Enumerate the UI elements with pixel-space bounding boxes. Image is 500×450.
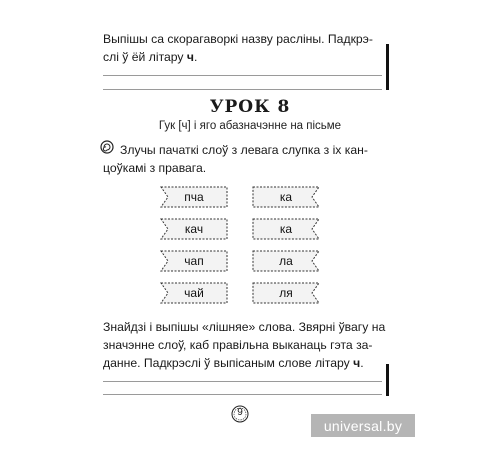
task2-text — [120, 141, 400, 159]
left-word-3: чап — [184, 254, 204, 268]
answer-line-1b[interactable] — [103, 89, 382, 90]
left-word-tag-2[interactable] — [160, 218, 228, 240]
task3-line3: данне. Падкрэслі ў выпісаным слове літару ч. — [103, 356, 364, 370]
spiral-circle-icon — [100, 140, 114, 154]
page-number — [230, 404, 250, 424]
task2-line1: Злучы пачаткі слоў з левага слупка з іх кан- — [120, 143, 368, 157]
lesson-title: УРОК 8 — [209, 97, 291, 117]
left-word-tag-1[interactable] — [160, 186, 228, 208]
right-word-3: ла — [279, 254, 293, 268]
left-word-2: кач — [184, 222, 204, 236]
task1-letter: ч — [186, 50, 194, 64]
left-word-1: пча — [184, 190, 204, 204]
margin-bar-3 — [386, 364, 389, 396]
left-word-tag-4[interactable] — [160, 282, 228, 304]
left-word-tag-3[interactable] — [160, 250, 228, 272]
task2-text-cont — [103, 159, 393, 177]
margin-bar-1 — [386, 44, 389, 90]
task3-line2: значэнне слоў, каб правільна выканаць гэта за- — [103, 338, 373, 352]
task3-letter: ч — [353, 356, 361, 370]
task1-text — [103, 30, 393, 66]
task3-line1: Знайдзі і выпішы «лішняе» слова. Звярні ўвагу на — [103, 320, 386, 334]
page-number-text: 9 — [237, 407, 243, 418]
task3-text — [103, 318, 393, 372]
left-word-4: чай — [184, 286, 204, 300]
answer-line-1a[interactable] — [103, 75, 382, 76]
task1-line2: слі ў ёй літару ч. — [103, 50, 198, 64]
right-word-1: ка — [279, 190, 293, 204]
task2-line2: цоўкамі з правага. — [103, 161, 207, 175]
right-word-tag-1[interactable] — [252, 186, 320, 208]
right-word-tag-4[interactable] — [252, 282, 320, 304]
task1-line1: Выпішы са скорагаворкі назву расліны. Падкрэ- — [103, 32, 373, 46]
right-word-tag-3[interactable] — [252, 250, 320, 272]
right-word-tag-2[interactable] — [252, 218, 320, 240]
lesson-subtitle: Гук [ч] і яго абазначэнне на пісьме — [158, 120, 342, 132]
answer-line-3b[interactable] — [103, 394, 382, 395]
right-word-2: ка — [279, 222, 293, 236]
watermark: universal.by — [311, 414, 415, 437]
right-word-4: ля — [279, 286, 293, 300]
answer-line-3a[interactable] — [103, 381, 382, 382]
